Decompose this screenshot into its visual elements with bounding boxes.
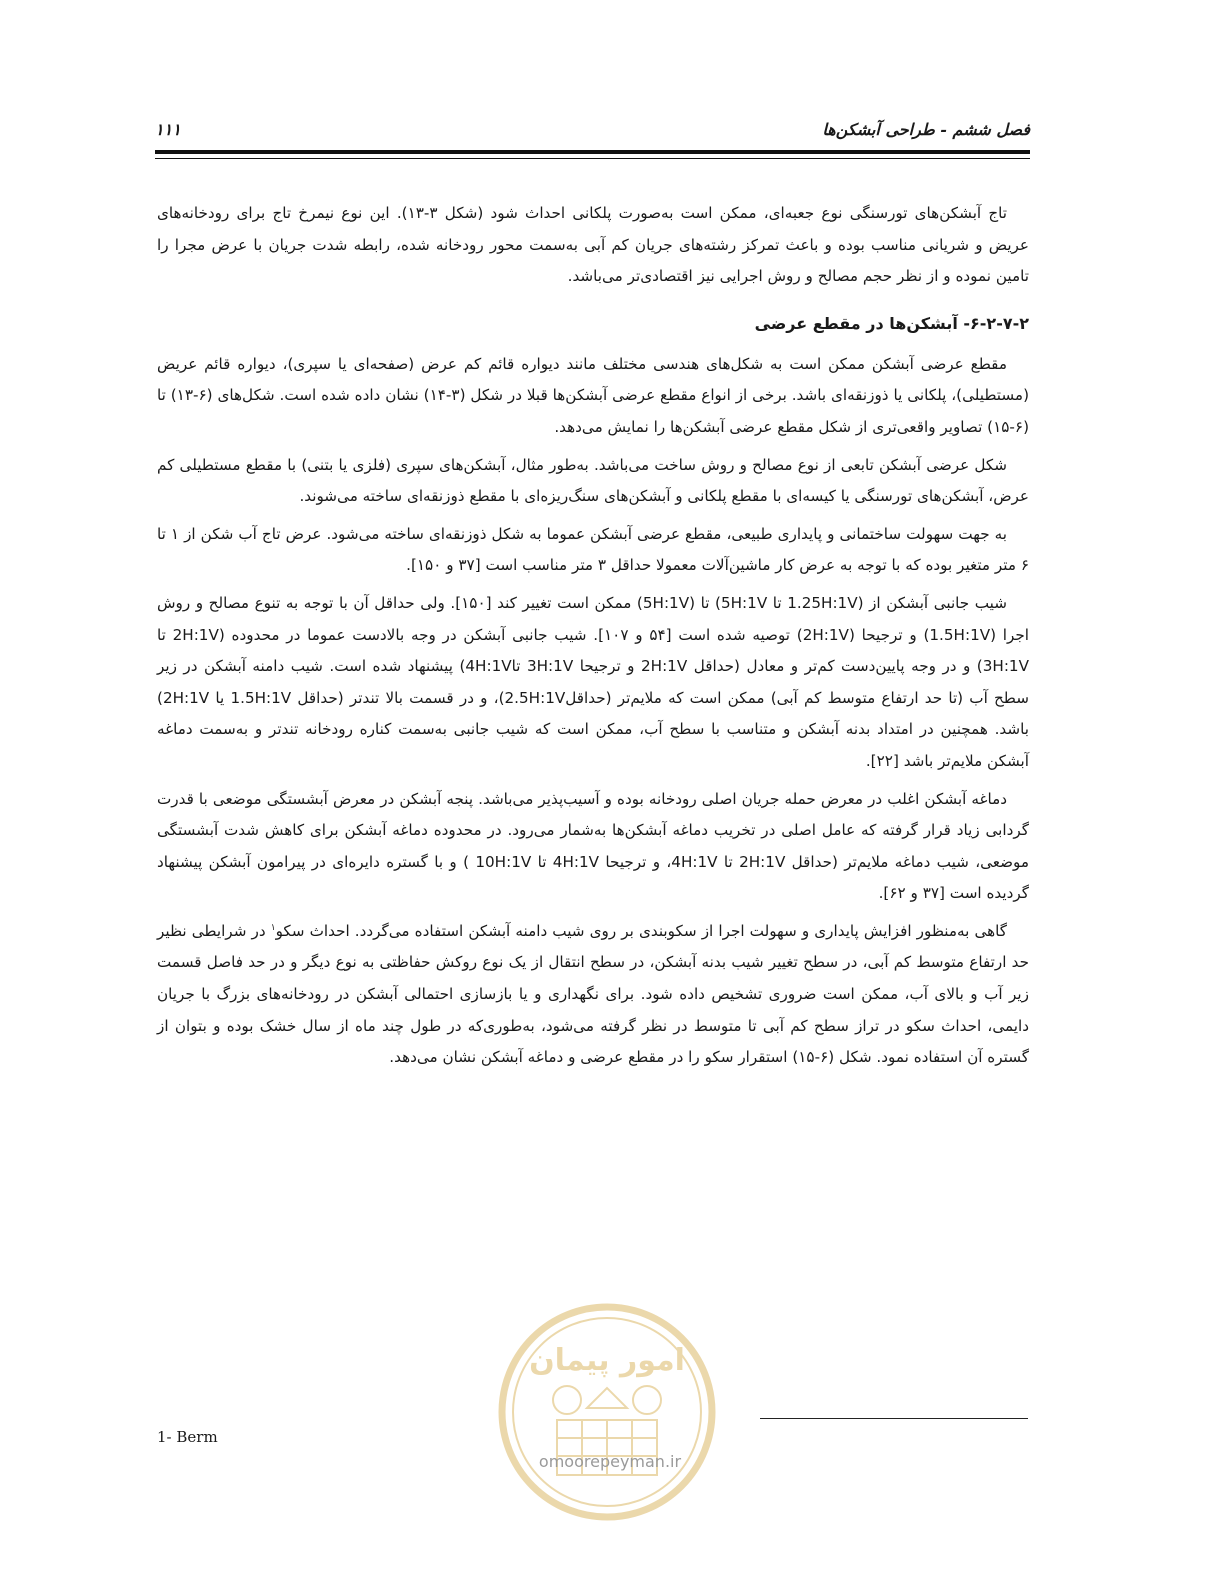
section-heading: ۶-۲-۷-۲- آبشکن‌ها در مقطع عرضی: [754, 313, 1029, 333]
paragraph-6: دماغه آبشکن اغلب در معرض حمله جریان اصلی رودخانه بوده و آسیب‌پذیر می‌باشد. پنجه آبشکن در معرض آبشستگی موضعی با قدرت گردابی زیاد قرار گرفته که عامل اصلی در تخریب دماغه آبشکن‌ها به‌شمار می‌رود. در محدوده دماغه آبشکن برای کاهش شدت آبشستگی موضعی، شیب دماغه ملایم‌تر (حداقل 2H:1V تا 4H:1V، و ترجیحا 4H:1V تا 10H:1V ) و با گستره دایره‌ای در پیرامون آبشکن پیشنهاد گردیده است [۳۷ و ۶۲].: [157, 789, 1029, 903]
watermark-logo-icon: [495, 1300, 720, 1525]
footnote: 1- Berm: [157, 1428, 218, 1446]
paragraph-2: مقطع عرضی آبشکن ممکن است به شکل‌های هندسی مختلف مانند دیواره قائم کم عرض (صفحه‌ای یا سپری)، دیواره قائم عریض (مستطیلی)، پلکانی یا ذوزنقه‌ای باشد. برخی از انواع مقطع عرضی آبشکن‌ها قبلا در شکل (۳-۱۴) نشان داده شده است. شکل‌های (۶-۱۳) تا (۶-۱۵) تصاویر واقعی‌تری از شکل مقطع عرضی آبشکن‌ها را نمایش می‌دهد.: [157, 354, 1029, 436]
watermark-url: omoorepeyman.ir: [538, 1452, 682, 1471]
paragraph-7-start: گاهی به‌منظور افزایش پایداری و سهولت اجرا از سکوبندی بر روی شیب دامنه آبشکن استفاده می‌گردد. احداث سکو: [275, 921, 1007, 940]
page-number: ۱۱۱: [155, 120, 181, 139]
paragraph-1: تاج آبشکن‌های تورسنگی نوع جعبه‌ای، ممکن است به‌صورت پلکانی احداث شود (شکل ۳-۱۳). این نوع نیمرخ تاج برای رودخانه‌های عریض و شریانی مناسب بوده و باعث تمرکز رشته‌های جریان کم آبی به‌سمت محور رودخانه شده، رابطه شدت جریان با عرض مجرا را تامین نموده و از نظر حجم مصالح و روش اجرایی نیز اقتصادی‌تر می‌باشد.: [157, 204, 1029, 286]
page-header: [155, 118, 1030, 148]
paragraph-3: شکل عرضی آبشکن تابعی از نوع مصالح و روش ساخت می‌باشد. به‌طور مثال، آبشکن‌های سپری (فلزی یا بتنی) با مقطع مستطیلی کم عرض، آبشکن‌های تورسنگی یا کیسه‌ای با مقطع پلکانی و آبشکن‌های سنگ‌ریزه‌ای با مقطع ذوزنقه‌ای ساخته می‌شوند.: [157, 455, 1029, 506]
body-text: [157, 198, 1029, 1074]
paragraph-7-end: در شرایطی نظیر حد ارتفاع متوسط کم آبی، در سطح تغییر شیب بدنه آبشکن، در سطح انتقال از یک نوع روکش حفاظتی به نوع دیگر و در حد فاصل قسمت زیر آب و بالای آب، ممکن است ضروری تشخیص داده شود. برای نگهداری و یا بازسازی احتمالی آبشکن در رودخانه‌های بزرگ با جریان دایمی، احداث سکو در تراز سطح کم آبی تا متوسط در نظر گرفته می‌شود، به‌طوری‌که در طول چند ماه از سال خشک بوده و بتوان از گستره آن استفاده نمود. شکل (۶-۱۵) استقرار سکو را در مقطع عرضی و دماغه آبشکن نشان می‌دهد.: [157, 921, 1029, 1067]
header-rule-thin: [155, 158, 1030, 159]
footnote-separator: [760, 1418, 1028, 1419]
paragraph-7: [157, 916, 1029, 1074]
chapter-title: فصل ششم - طراحی آبشکن‌ها: [822, 120, 1030, 139]
paragraph-5: شیب جانبی آبشکن از (1.25H:1V تا 5H:1V) تا (5H:1V) ممکن است تغییر کند [۱۵۰]. ولی حداقل آن با توجه به تنوع مصالح و روش اجرا (1.5H:1V) و ترجیحا (2H:1V) توصیه شده است [۵۴ و ۱۰۷]. شیب جانبی آبشکن در وجه بالادست عموما در محدوده (2H:1V تا 3H:1V) و در وجه پایین‌دست کم‌تر و معادل (حداقل 2H:1V و ترجیحا 3H:1V تا4H:1V) پیشنهاد شده است. شیب دامنه آبشکن در زیر سطح آب (تا حد ارتفاع متوسط کم آبی) ممکن است که ملایم‌تر (حداقل2.5H:1V)، و در قسمت بالا تندتر (حداقل 1.5H:1V یا 2H:1V) باشد. همچنین در امتداد بدنه آبشکن و متناسب با سطح آب، ممکن است که شیب جانبی به‌سمت کناره رودخانه تندتر و به‌سمت دماغه آبشکن ملایم‌تر باشد [۲۲].: [157, 593, 1029, 770]
header-rule-thick: [155, 150, 1030, 154]
watermark-logo-text: امور پیمان: [529, 1343, 685, 1378]
footnote-marker: ۱: [270, 922, 276, 933]
paragraph-4: به جهت سهولت ساختمانی و پایداری طبیعی، مقطع عرضی آبشکن عموما به شکل ذوزنقه‌ای ساخته می‌شود. عرض تاج آب شکن از ۱ تا ۶ متر متغیر بوده که با توجه به عرض کار ماشین‌آلات معمولا حداقل ۳ متر مناسب است [۳۷ و ۱۵۰].: [157, 524, 1029, 575]
